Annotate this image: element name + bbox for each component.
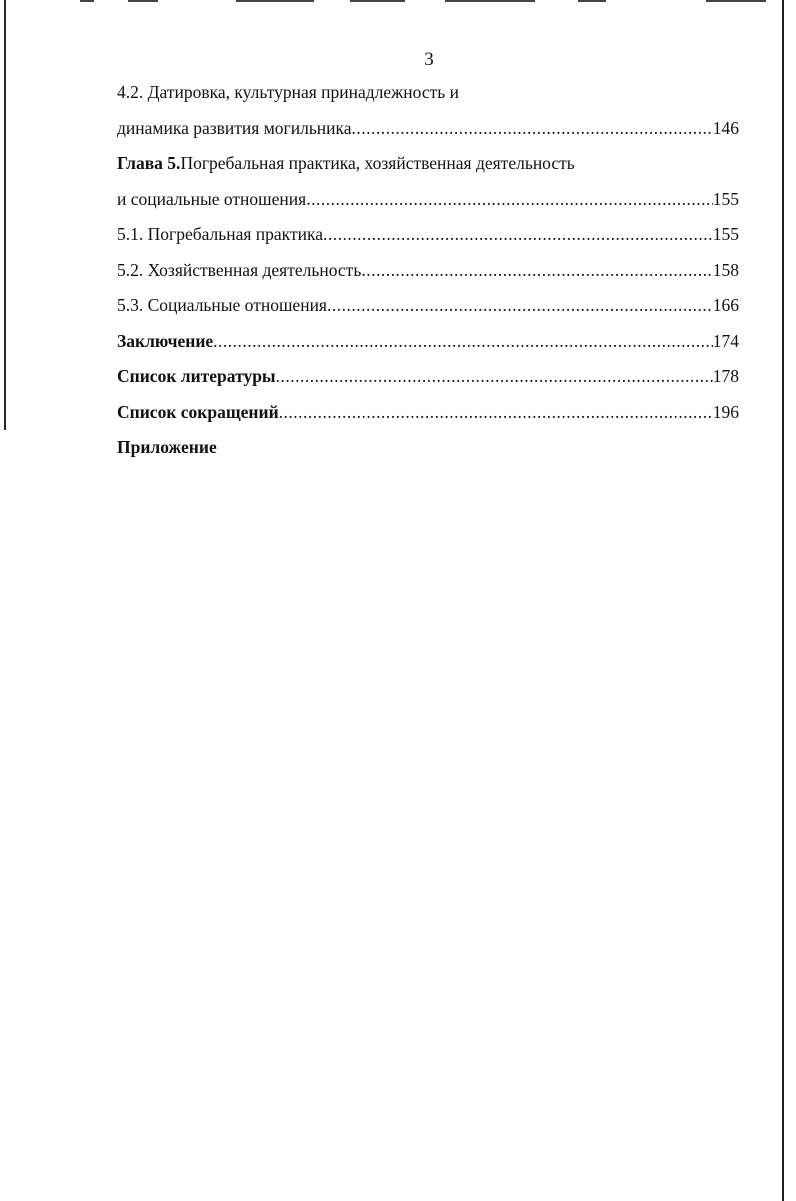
toc-entry-page: 158 — [712, 259, 739, 280]
toc-leader-dots — [276, 364, 713, 388]
toc-entry — [117, 258, 739, 294]
toc-entry — [117, 80, 739, 116]
toc-entry-text: 5.2. Хозяйственная деятельность — [117, 259, 362, 280]
toc-entry-page: 155 — [712, 224, 739, 244]
toc-entry-page: 166 — [712, 295, 739, 315]
toc-leader-dots — [361, 258, 712, 282]
toc-entry-page: 146 — [712, 117, 739, 138]
toc-leader-dots — [327, 293, 713, 317]
toc-entry-page: 178 — [712, 366, 739, 386]
toc-entry-text: 5.3. Социальные отношения — [117, 295, 327, 315]
toc-entry — [117, 187, 739, 223]
toc-entry-page: 174 — [712, 330, 739, 351]
toc-section-title: Приложение — [117, 437, 217, 457]
toc-entry — [117, 364, 739, 400]
toc-section-title: Список сокращений — [117, 401, 279, 422]
toc-entry — [117, 400, 739, 436]
toc-leader-dots — [279, 400, 713, 424]
toc-section-title: Список литературы — [117, 366, 276, 386]
toc-entry — [117, 151, 739, 187]
toc-leader-dots — [352, 116, 713, 140]
toc-entry-text: и социальные отношения — [117, 188, 307, 209]
page-number: 3 — [424, 49, 434, 70]
toc-leader-dots — [323, 222, 713, 246]
toc-entry — [117, 293, 739, 329]
toc-entry — [117, 435, 739, 471]
toc-entry-text: Погребальная практика, хозяйственная деятельность — [180, 153, 575, 173]
scan-right-edge — [782, 0, 784, 1201]
toc-leader-dots — [213, 329, 713, 353]
scan-top-marks — [0, 0, 796, 4]
toc-entry-text: 5.1. Погребальная практика — [117, 224, 323, 244]
table-of-contents — [117, 80, 739, 471]
toc-entry-text: 4.2. Датировка, культурная принадлежность и — [117, 82, 459, 102]
toc-entry — [117, 116, 739, 152]
toc-section-title: Заключение — [117, 330, 214, 351]
toc-leader-dots — [306, 187, 713, 211]
toc-entry-page: 196 — [712, 401, 739, 422]
toc-entry — [117, 222, 739, 258]
toc-entry-page: 155 — [712, 188, 739, 209]
toc-entry-text: динамика развития могильника — [117, 117, 352, 138]
toc-chapter-label: Глава 5. — [117, 153, 181, 173]
toc-entry — [117, 329, 739, 365]
